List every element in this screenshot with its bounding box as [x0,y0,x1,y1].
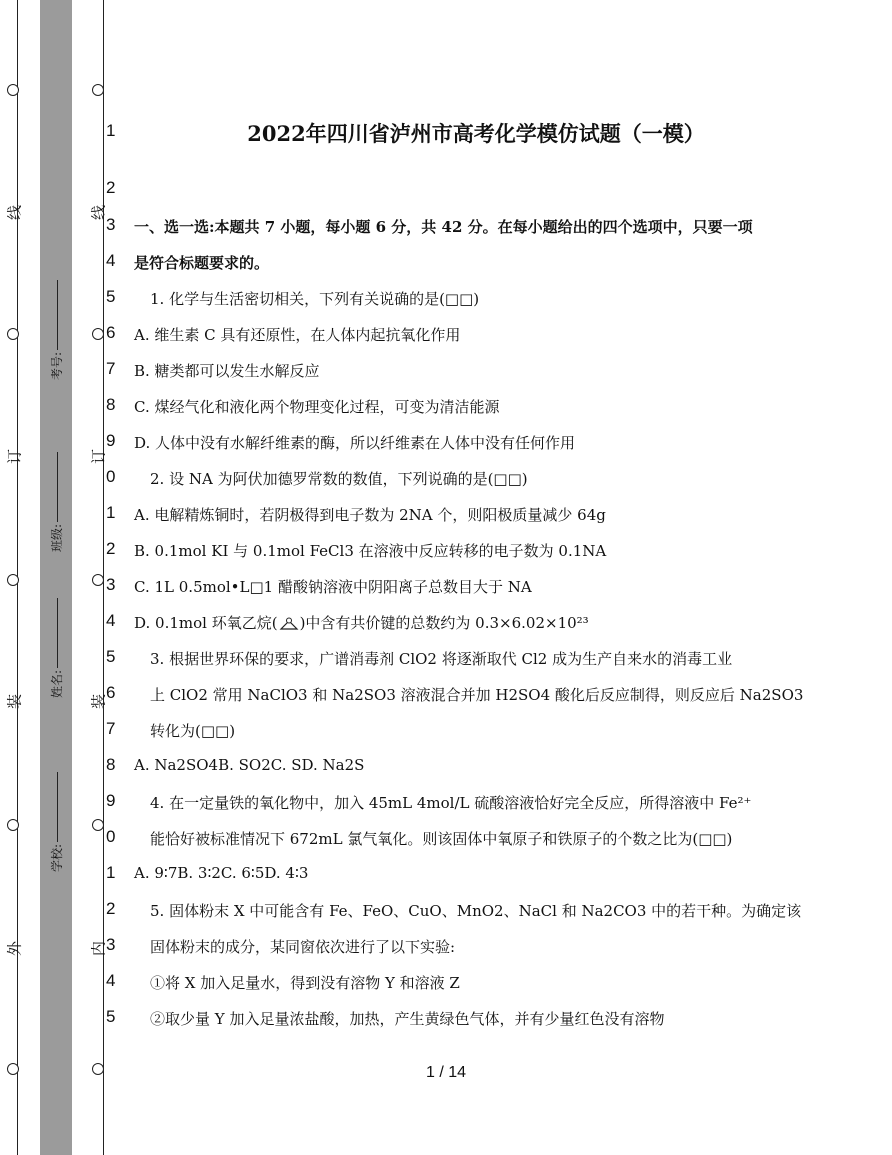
margin-char-inner: 装 [89,694,108,710]
line-number: 8 [106,755,116,774]
option-text: B. 糖类都可以发生水解反应 [134,362,320,380]
question-text: 4. 在一定量铁的氧化物中，加入 45mL 4mol/L 硫酸溶液恰好完全反应，所得溶液中 Fe²⁺ [150,794,752,812]
margin-char-outer: 订 [5,449,24,465]
binding-strip [40,0,72,1155]
option-text [134,612,589,633]
margin-char-inner: 内 [89,941,108,957]
ring-circle-icon [92,574,104,586]
line-number: 4 [106,251,116,270]
line-number: 5 [106,647,116,666]
exam-number-field[interactable]: 考号: [48,280,65,380]
option-text: C. 煤经气化和液化两个物理变化过程，可变为清洁能源 [134,398,500,416]
line-number: 1 [106,503,116,522]
line-number: 6 [106,323,116,342]
line-number: 7 [106,719,116,738]
question-text: 2. 设 NA 为阿伏加德罗常数的数值，下列说确的是(□□) [150,470,528,488]
margin-char-outer: 外 [5,941,24,957]
margin-char-outer: 装 [5,694,24,710]
margin-char-inner: 线 [89,205,108,221]
line-number: 0 [106,467,116,486]
ring-circle-icon [7,84,19,96]
line-number: 2 [106,539,116,558]
name-field[interactable]: 姓名: [48,598,65,698]
line-number: 5 [106,287,116,306]
ring-circle-icon [92,328,104,340]
line-number: 0 [106,827,116,846]
line-number: 3 [106,215,116,234]
option-text: D. 人体中没有水解纤维素的酶，所以纤维素在人体中没有任何作用 [134,434,576,452]
line-number: 2 [106,178,116,197]
ring-circle-icon [7,574,19,586]
option-text: A. Na2SO4B. SO2C. SD. Na2S [134,756,365,774]
line-number: 2 [106,899,116,918]
line-number: 3 [106,575,116,594]
page-title: 2022年四川省泸州市高考化学模仿试题（一模） [247,121,705,146]
ring-circle-icon [92,819,104,831]
line-number: 5 [106,1007,116,1026]
question-text: ①将 X 加入足量水，得到没有溶物 Y 和溶液 Z [150,974,460,992]
question-text: 固体粉末的成分，某同窗依次进行了以下实验: [150,938,456,956]
option-text: C. 1L 0.5mol•L□1 醋酸钠溶液中阴阳离子总数目大于 NA [134,578,532,596]
line-number: 1 [106,863,116,882]
question-text: 能恰好被标准情况下 672mL 氯气氧化。则该固体中氧原子和铁原子的个数之比为(□□) [150,830,733,848]
question-text: 3. 根据世界环保的要求，广谱消毒剂 ClO2 将逐渐取代 Cl2 成为生产自来水的消毒工业 [150,650,733,668]
line-number: 3 [106,935,116,954]
ring-circle-icon [7,819,19,831]
section-heading: 一、选一选:本题共 7 小题，每小题 6 分，共 42 分。在每小题给出的四个选项中，只要一项 [134,218,753,236]
margin-char-outer: 线 [5,205,24,221]
ring-circle-icon [92,84,104,96]
page-indicator: 1 / 14 [425,1064,467,1081]
line-number: 4 [106,971,116,990]
option-text: A. 维生素 C 具有还原性，在人体内起抗氧化作用 [134,326,461,344]
line-number: 9 [106,791,116,810]
line-number: 9 [106,431,116,450]
question-text: 1. 化学与生活密切相关，下列有关说确的是(□□) [150,290,480,308]
class-field[interactable]: 班级: [48,452,65,552]
question-text: 上 ClO2 常用 NaClO3 和 Na2SO3 溶液混合并加 H2SO4 酸化后反应制得，则反应后 Na2SO3 [150,686,804,704]
ring-circle-icon [7,328,19,340]
line-number: 6 [106,683,116,702]
section-heading: 是符合标题要求的。 [134,254,270,272]
school-field[interactable]: 学校: [48,772,65,872]
line-number: 4 [106,611,116,630]
line-number: 8 [106,395,116,414]
option-text: B. 0.1mol KI 与 0.1mol FeCl3 在溶液中反应转移的电子数为 0.1NA [134,542,607,560]
line-number: 1 [106,121,116,140]
margin-char-inner: 订 [89,449,108,465]
line-number: 7 [106,359,116,378]
epoxide-ring-icon [278,617,300,631]
option-text-part: D. 0.1mol 环氧乙烷( [134,614,278,632]
option-text: A. 电解精炼铜时，若阴极得到电子数为 2NA 个，则阳极质量减少 64g [134,506,606,524]
question-text: ②取少量 Y 加入足量浓盐酸，加热，产生黄绿色气体，并有少量红色没有溶物 [150,1010,665,1028]
question-text: 转化为(□□) [150,722,236,740]
question-text: 5. 固体粉末 X 中可能含有 Fe、FeO、CuO、MnO2、NaCl 和 Na2CO3 中的若干种。为确定该 [150,902,802,920]
option-text-part: )中含有共价键的总数约为 0.3×6.02×10²³ [299,614,589,632]
option-text: A. 9∶7B. 3∶2C. 6∶5D. 4∶3 [134,864,309,882]
